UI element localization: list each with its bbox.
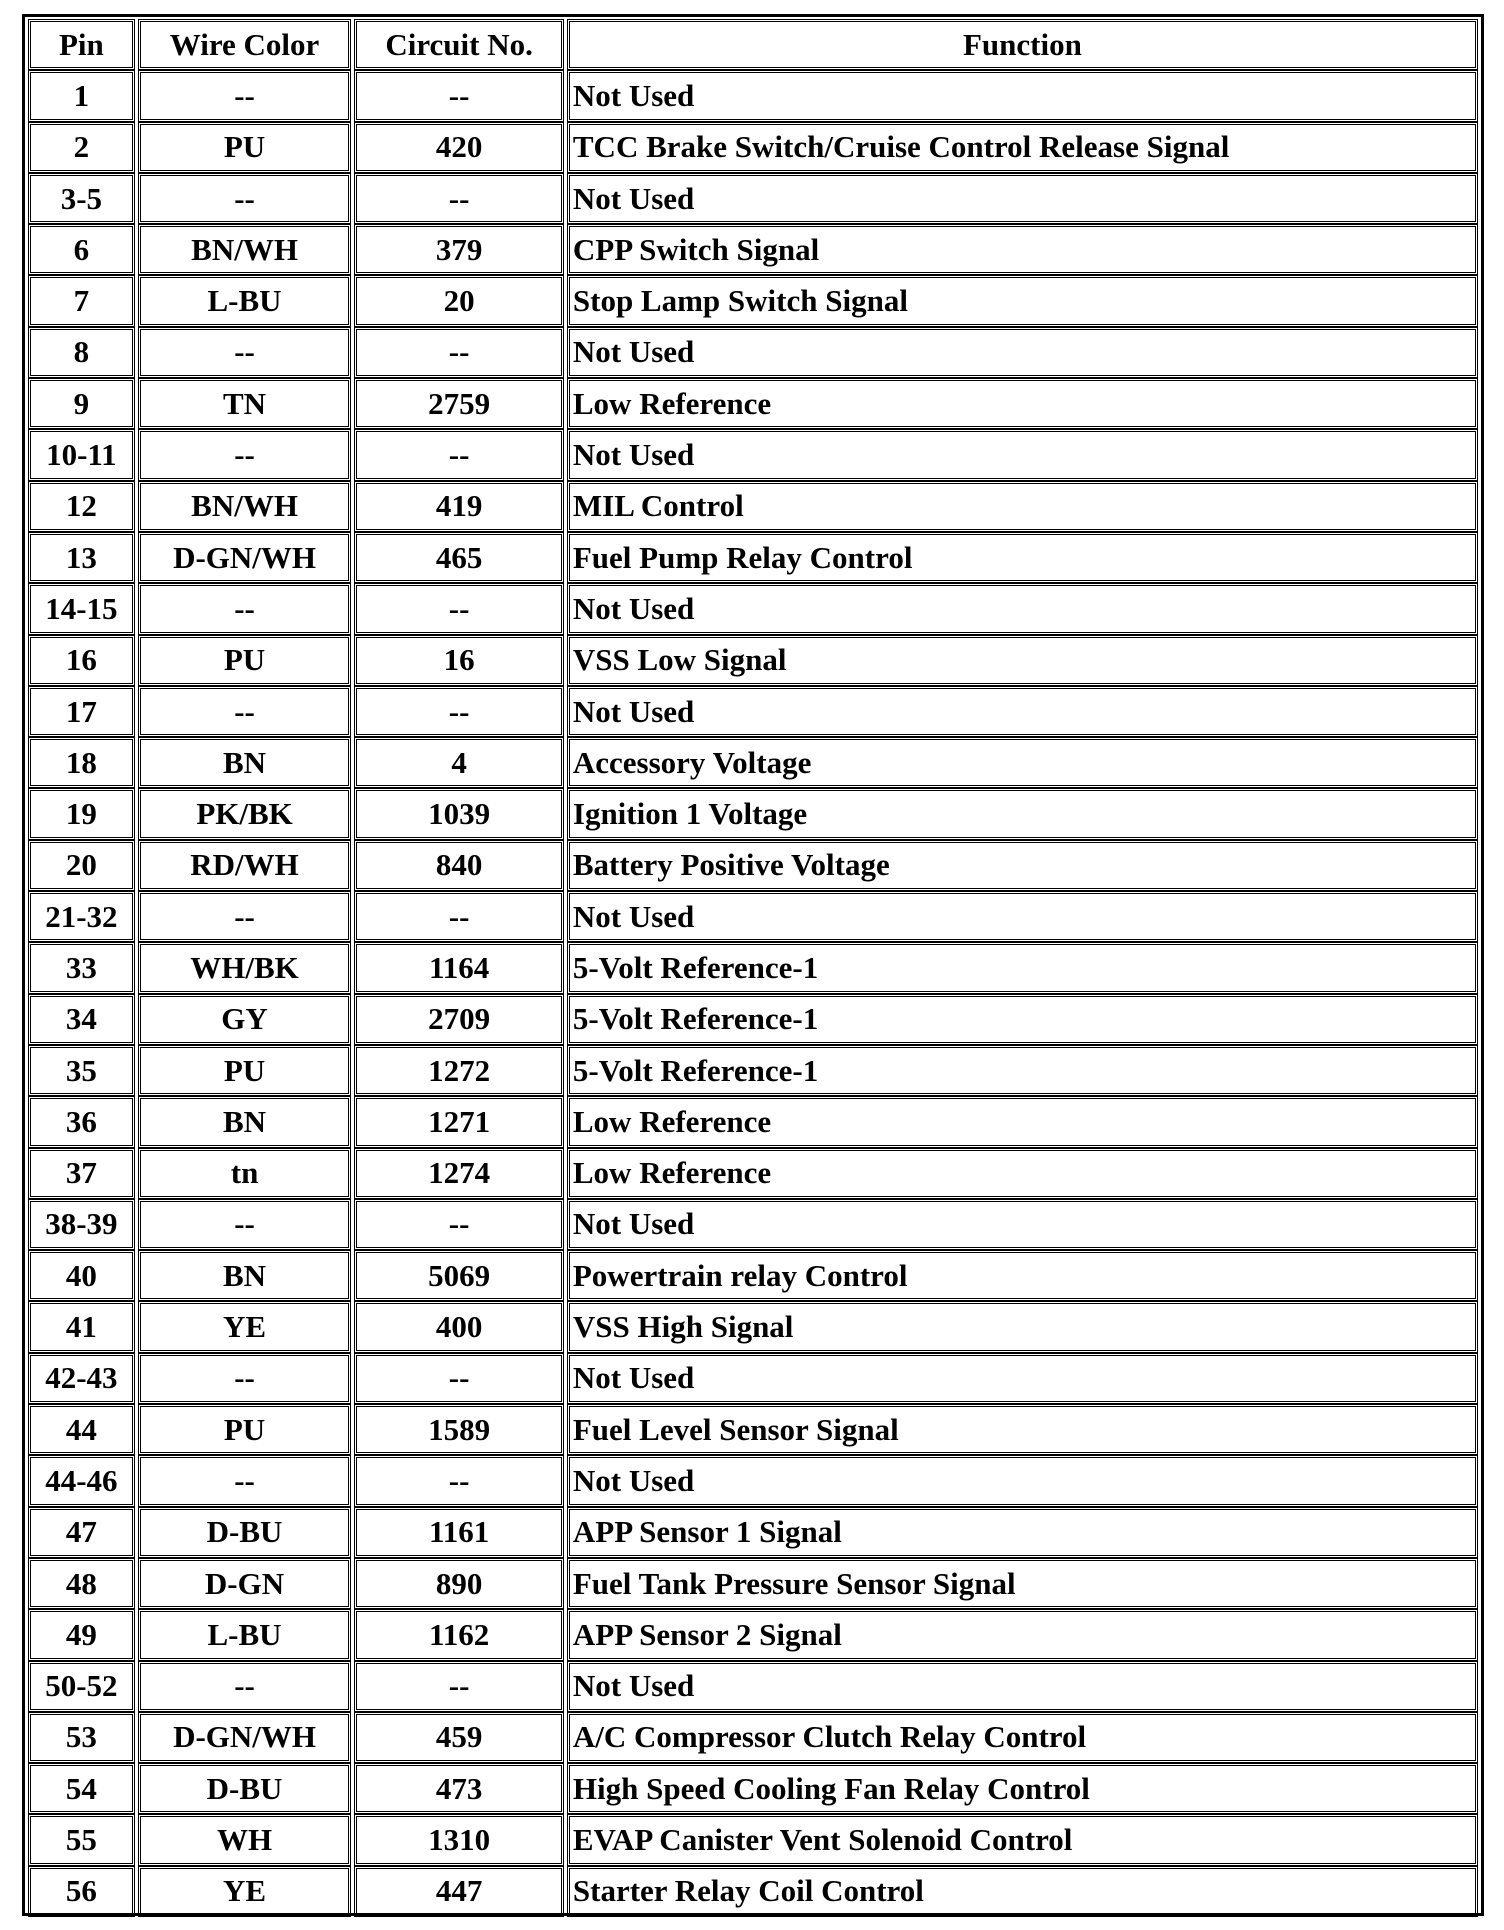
cell-pin: 41 — [28, 1301, 135, 1352]
cell-pin: 34 — [28, 994, 135, 1045]
cell-pin: 8 — [28, 327, 135, 378]
table-row — [28, 1045, 1478, 1096]
cell-circuit-no: 1164 — [354, 942, 564, 993]
cell-pin: 17 — [28, 686, 135, 737]
cell-function: Not Used — [567, 1353, 1478, 1404]
cell-pin: 36 — [28, 1096, 135, 1147]
cell-wire-color: L-BU — [138, 1609, 352, 1660]
cell-circuit-no: 420 — [354, 122, 564, 173]
cell-wire-color: D-GN — [138, 1558, 352, 1609]
table-row — [28, 635, 1478, 686]
cell-pin: 3-5 — [28, 173, 135, 224]
cell-wire-color: L-BU — [138, 275, 352, 326]
cell-function: Accessory Voltage — [567, 737, 1478, 788]
cell-function: Powertrain relay Control — [567, 1250, 1478, 1301]
table-row — [28, 942, 1478, 993]
cell-function: Starter Relay Coil Control — [567, 1866, 1478, 1917]
header-wire-color: Wire Color — [138, 19, 352, 70]
cell-wire-color: BN — [138, 1096, 352, 1147]
cell-pin: 21-32 — [28, 891, 135, 942]
table-row — [28, 70, 1478, 121]
cell-function: Not Used — [567, 891, 1478, 942]
cell-pin: 10-11 — [28, 429, 135, 480]
cell-function: Battery Positive Voltage — [567, 840, 1478, 891]
cell-wire-color: tn — [138, 1148, 352, 1199]
cell-circuit-no: -- — [354, 1661, 564, 1712]
cell-pin: 54 — [28, 1763, 135, 1814]
cell-circuit-no: 1161 — [354, 1507, 564, 1558]
cell-pin: 2 — [28, 122, 135, 173]
table-row — [28, 532, 1478, 583]
cell-wire-color: PU — [138, 1404, 352, 1455]
cell-wire-color: PU — [138, 1045, 352, 1096]
table-row — [28, 1609, 1478, 1660]
cell-function: Fuel Pump Relay Control — [567, 532, 1478, 583]
header-pin: Pin — [28, 19, 135, 70]
cell-pin: 47 — [28, 1507, 135, 1558]
table-row — [28, 1353, 1478, 1404]
cell-function: VSS Low Signal — [567, 635, 1478, 686]
cell-pin: 56 — [28, 1866, 135, 1917]
table-row — [28, 1199, 1478, 1250]
cell-function: 5-Volt Reference-1 — [567, 1045, 1478, 1096]
cell-function: Ignition 1 Voltage — [567, 788, 1478, 839]
table-row — [28, 840, 1478, 891]
cell-pin: 40 — [28, 1250, 135, 1301]
cell-wire-color: -- — [138, 173, 352, 224]
cell-function: TCC Brake Switch/Cruise Control Release Signal — [567, 122, 1478, 173]
table-row — [28, 1661, 1478, 1712]
cell-pin: 12 — [28, 481, 135, 532]
cell-circuit-no: 400 — [354, 1301, 564, 1352]
table-row — [28, 275, 1478, 326]
cell-circuit-no: 16 — [354, 635, 564, 686]
cell-wire-color: GY — [138, 994, 352, 1045]
cell-circuit-no: 1310 — [354, 1814, 564, 1865]
cell-pin: 44 — [28, 1404, 135, 1455]
cell-pin: 42-43 — [28, 1353, 135, 1404]
cell-pin: 38-39 — [28, 1199, 135, 1250]
cell-circuit-no: 1271 — [354, 1096, 564, 1147]
cell-wire-color: D-BU — [138, 1507, 352, 1558]
cell-circuit-no: 1274 — [354, 1148, 564, 1199]
cell-pin: 6 — [28, 224, 135, 275]
cell-function: APP Sensor 1 Signal — [567, 1507, 1478, 1558]
table-row — [28, 327, 1478, 378]
cell-function: VSS High Signal — [567, 1301, 1478, 1352]
connector-pinout-table — [25, 19, 1481, 1917]
cell-wire-color: WH — [138, 1814, 352, 1865]
cell-pin: 20 — [28, 840, 135, 891]
table-row — [28, 224, 1478, 275]
cell-function: Low Reference — [567, 378, 1478, 429]
cell-wire-color: PU — [138, 635, 352, 686]
cell-pin: 9 — [28, 378, 135, 429]
cell-circuit-no: 5069 — [354, 1250, 564, 1301]
cell-pin: 16 — [28, 635, 135, 686]
cell-pin: 48 — [28, 1558, 135, 1609]
table-row — [28, 1404, 1478, 1455]
cell-wire-color: BN/WH — [138, 481, 352, 532]
table-row — [28, 994, 1478, 1045]
cell-circuit-no: -- — [354, 327, 564, 378]
cell-circuit-no: 2709 — [354, 994, 564, 1045]
cell-wire-color: -- — [138, 1353, 352, 1404]
cell-circuit-no: 4 — [354, 737, 564, 788]
cell-circuit-no: -- — [354, 1455, 564, 1506]
cell-wire-color: RD/WH — [138, 840, 352, 891]
table-row — [28, 891, 1478, 942]
cell-function: Low Reference — [567, 1148, 1478, 1199]
cell-wire-color: -- — [138, 1199, 352, 1250]
cell-circuit-no: 1162 — [354, 1609, 564, 1660]
cell-function: A/C Compressor Clutch Relay Control — [567, 1712, 1478, 1763]
cell-wire-color: BN — [138, 1250, 352, 1301]
cell-circuit-no: 20 — [354, 275, 564, 326]
table-row — [28, 429, 1478, 480]
cell-wire-color: PU — [138, 122, 352, 173]
cell-function: APP Sensor 2 Signal — [567, 1609, 1478, 1660]
table-row — [28, 1866, 1478, 1917]
cell-pin: 50-52 — [28, 1661, 135, 1712]
cell-wire-color: -- — [138, 327, 352, 378]
cell-pin: 44-46 — [28, 1455, 135, 1506]
cell-wire-color: YE — [138, 1866, 352, 1917]
cell-function: 5-Volt Reference-1 — [567, 942, 1478, 993]
cell-wire-color: D-BU — [138, 1763, 352, 1814]
cell-function: Fuel Tank Pressure Sensor Signal — [567, 1558, 1478, 1609]
table-body — [28, 70, 1478, 1917]
table-row — [28, 1712, 1478, 1763]
cell-function: Stop Lamp Switch Signal — [567, 275, 1478, 326]
cell-wire-color: -- — [138, 891, 352, 942]
table-row — [28, 173, 1478, 224]
table-row — [28, 1558, 1478, 1609]
cell-circuit-no: 465 — [354, 532, 564, 583]
cell-wire-color: WH/BK — [138, 942, 352, 993]
cell-pin: 13 — [28, 532, 135, 583]
cell-pin: 7 — [28, 275, 135, 326]
cell-circuit-no: 419 — [354, 481, 564, 532]
cell-circuit-no: 1589 — [354, 1404, 564, 1455]
header-circuit-no: Circuit No. — [354, 19, 564, 70]
table-row — [28, 378, 1478, 429]
cell-wire-color: TN — [138, 378, 352, 429]
cell-circuit-no: -- — [354, 583, 564, 634]
cell-wire-color: -- — [138, 429, 352, 480]
cell-function: 5-Volt Reference-1 — [567, 994, 1478, 1045]
table-row — [28, 737, 1478, 788]
cell-pin: 37 — [28, 1148, 135, 1199]
cell-wire-color: D-GN/WH — [138, 532, 352, 583]
cell-wire-color: -- — [138, 1661, 352, 1712]
cell-pin: 49 — [28, 1609, 135, 1660]
cell-circuit-no: -- — [354, 1199, 564, 1250]
header-row — [28, 19, 1478, 70]
cell-pin: 33 — [28, 942, 135, 993]
cell-pin: 18 — [28, 737, 135, 788]
table-row — [28, 1096, 1478, 1147]
cell-circuit-no: -- — [354, 1353, 564, 1404]
cell-circuit-no: -- — [354, 70, 564, 121]
cell-circuit-no: 1272 — [354, 1045, 564, 1096]
cell-function: Not Used — [567, 686, 1478, 737]
table-row — [28, 583, 1478, 634]
cell-wire-color: BN/WH — [138, 224, 352, 275]
cell-function: MIL Control — [567, 481, 1478, 532]
cell-circuit-no: -- — [354, 429, 564, 480]
cell-circuit-no: -- — [354, 891, 564, 942]
cell-function: High Speed Cooling Fan Relay Control — [567, 1763, 1478, 1814]
cell-wire-color: PK/BK — [138, 788, 352, 839]
cell-pin: 14-15 — [28, 583, 135, 634]
cell-circuit-no: 2759 — [354, 378, 564, 429]
table-row — [28, 788, 1478, 839]
cell-wire-color: -- — [138, 70, 352, 121]
cell-wire-color: D-GN/WH — [138, 1712, 352, 1763]
cell-wire-color: -- — [138, 1455, 352, 1506]
cell-function: Not Used — [567, 583, 1478, 634]
cell-function: Not Used — [567, 1199, 1478, 1250]
cell-pin: 35 — [28, 1045, 135, 1096]
table-row — [28, 1455, 1478, 1506]
table-row — [28, 122, 1478, 173]
table-row — [28, 1148, 1478, 1199]
cell-function: Not Used — [567, 1661, 1478, 1712]
cell-circuit-no: 840 — [354, 840, 564, 891]
cell-wire-color: BN — [138, 737, 352, 788]
cell-function: Fuel Level Sensor Signal — [567, 1404, 1478, 1455]
table-row — [28, 686, 1478, 737]
cell-function: Not Used — [567, 173, 1478, 224]
table-row — [28, 481, 1478, 532]
table-row — [28, 1814, 1478, 1865]
cell-pin: 55 — [28, 1814, 135, 1865]
cell-pin: 19 — [28, 788, 135, 839]
cell-circuit-no: 447 — [354, 1866, 564, 1917]
cell-circuit-no: 890 — [354, 1558, 564, 1609]
cell-wire-color: -- — [138, 583, 352, 634]
table-row — [28, 1507, 1478, 1558]
cell-wire-color: -- — [138, 686, 352, 737]
header-function: Function — [567, 19, 1478, 70]
cell-wire-color: YE — [138, 1301, 352, 1352]
cell-circuit-no: -- — [354, 173, 564, 224]
cell-function: CPP Switch Signal — [567, 224, 1478, 275]
cell-circuit-no: 473 — [354, 1763, 564, 1814]
cell-circuit-no: 379 — [354, 224, 564, 275]
cell-circuit-no: -- — [354, 686, 564, 737]
table-row — [28, 1301, 1478, 1352]
cell-circuit-no: 1039 — [354, 788, 564, 839]
cell-function: Not Used — [567, 429, 1478, 480]
cell-pin: 1 — [28, 70, 135, 121]
cell-function: Not Used — [567, 327, 1478, 378]
table-row — [28, 1763, 1478, 1814]
cell-function: Low Reference — [567, 1096, 1478, 1147]
cell-pin: 53 — [28, 1712, 135, 1763]
cell-function: Not Used — [567, 1455, 1478, 1506]
cell-function: EVAP Canister Vent Solenoid Control — [567, 1814, 1478, 1865]
cell-function: Not Used — [567, 70, 1478, 121]
cell-circuit-no: 459 — [354, 1712, 564, 1763]
table-row — [28, 1250, 1478, 1301]
